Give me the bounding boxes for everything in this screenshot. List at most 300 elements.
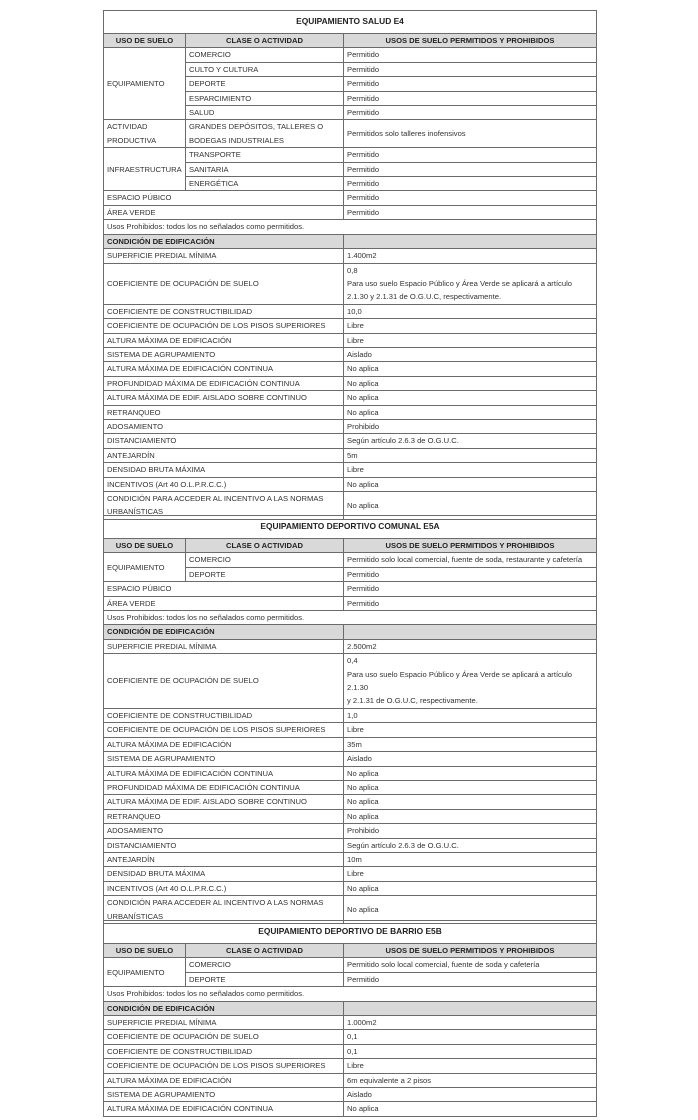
column-header: CLASE O ACTIVIDAD [186, 539, 344, 553]
condition-value [344, 752, 597, 766]
condition-label-line: ADOSAMIENTO [107, 421, 163, 431]
condicion-header-blank [344, 625, 597, 639]
condition-value-line: Libre [347, 465, 364, 475]
table-row [104, 752, 597, 766]
clase-actividad-line: BODEGAS INDUSTRIALES [189, 135, 284, 145]
condition-label-line: ALTURA MÁXIMA DE EDIFICACIÓN CONTINUA [107, 364, 274, 374]
uso-permitido-line: Permitido [347, 50, 380, 60]
condition-value-line: Libre [347, 725, 364, 735]
column-header: USOS DE SUELO PERMITIDOS Y PROHIBIDOS [344, 944, 597, 958]
condition-label [104, 852, 344, 866]
condition-value-line: No aplica [347, 364, 379, 374]
condition-value [344, 1059, 597, 1073]
table-row [104, 639, 597, 653]
clase-actividad-line: TRANSPORTE [189, 150, 241, 160]
table-row [104, 191, 597, 205]
condition-value-line: Para uso suelo Espacio Público y Área Verde se aplicará a artículo 2.1.30 [347, 669, 572, 693]
table-row [104, 553, 597, 567]
condition-label-line: DISTANCIAMIENTO [107, 840, 177, 850]
condition-label-line: SISTEMA DE AGRUPAMIENTO [107, 1090, 216, 1100]
condition-value-line: 10,0 [347, 306, 362, 316]
condition-label [104, 881, 344, 895]
table-row [104, 120, 597, 148]
condition-label-line: COEFICIENTE DE CONSTRUCTIBILIDAD [107, 1046, 253, 1056]
condition-label [104, 1016, 344, 1030]
condition-value [344, 867, 597, 881]
condition-label-line: ALTURA MÁXIMA DE EDIF. AISLADO SOBRE CONTINUO [107, 393, 307, 403]
condition-label-line: DENSIDAD BRUTA MÁXIMA [107, 465, 206, 475]
condition-label-line: COEFICIENTE DE OCUPACIÓN DE LOS PISOS SUPERIORES [107, 725, 326, 735]
condition-value-line: 10m [347, 854, 362, 864]
uso-de-suelo-line: INFRAESTRUCTURA [107, 164, 182, 174]
table-row [104, 838, 597, 852]
condicion-header-blank [344, 1001, 597, 1015]
condition-value [344, 1044, 597, 1058]
condition-label-line: ALTURA MÁXIMA DE EDIFICACIÓN CONTINUA [107, 768, 274, 778]
uso-de-suelo [104, 553, 186, 582]
table-row [104, 1102, 597, 1116]
title-row [104, 921, 597, 944]
condition-label [104, 824, 344, 838]
table-row [104, 958, 597, 972]
uso-de-suelo-line: ESPACIO PÚBICO [107, 193, 172, 203]
condition-label [104, 434, 344, 448]
table-row [104, 881, 597, 895]
condition-label [104, 477, 344, 491]
table-row [104, 766, 597, 780]
condition-value [344, 405, 597, 419]
header-row [104, 944, 597, 958]
condition-value-line: No aplica [347, 797, 379, 807]
condition-label-line: ALTURA MÁXIMA DE EDIF. AISLADO SOBRE CONTINUO [107, 797, 307, 807]
condition-value-line: Para uso suelo Espacio Público y Área Verde se aplicará a artículo [347, 278, 572, 288]
clase-actividad [186, 48, 344, 62]
table-row [104, 1016, 597, 1030]
condition-value [344, 809, 597, 823]
uso-permitido-line: Permitido [347, 179, 380, 189]
table-row [104, 809, 597, 823]
prohibidos-row [104, 611, 597, 625]
clase-actividad [186, 553, 344, 567]
table-row [104, 867, 597, 881]
table-row [104, 434, 597, 448]
condicion-header-blank [344, 234, 597, 248]
condition-label [104, 766, 344, 780]
condition-label-line: ALTURA MÁXIMA DE EDIFICACIÓN [107, 335, 232, 345]
table-row [104, 347, 597, 361]
uso-permitido-line: Permitido solo local comercial, fuente de soda, restaurante y cafetería [347, 555, 583, 565]
clase-actividad-line: COMERCIO [189, 960, 231, 970]
condition-label-line: DENSIDAD BRUTA MÁXIMA [107, 869, 206, 879]
condition-label [104, 867, 344, 881]
clase-actividad [186, 120, 344, 148]
table-title: EQUIPAMIENTO SALUD E4 [104, 11, 597, 34]
condition-value [344, 319, 597, 333]
clase-actividad [186, 106, 344, 120]
header-row [104, 539, 597, 553]
condition-value [344, 376, 597, 390]
condition-label [104, 391, 344, 405]
condicion-header-row [104, 625, 597, 639]
uso-de-suelo-line: ACTIVIDAD [107, 122, 148, 132]
condition-value-line: No aplica [347, 378, 379, 388]
condition-value [344, 391, 597, 405]
condition-value [344, 1073, 597, 1087]
condition-label [104, 639, 344, 653]
table-row [104, 263, 597, 304]
clase-actividad-line: DEPORTE [189, 974, 226, 984]
clase-actividad [186, 958, 344, 972]
table-row [104, 852, 597, 866]
condition-label-line: COEFICIENTE DE OCUPACIÓN DE LOS PISOS SUPERIORES [107, 1061, 326, 1071]
table-row [104, 737, 597, 751]
clase-actividad-line: CULTO Y CULTURA [189, 64, 259, 74]
uso-de-suelo [104, 148, 186, 191]
condition-value-line: 35m [347, 739, 362, 749]
uso-de-suelo-line: ÁREA VERDE [107, 207, 156, 217]
condition-label [104, 780, 344, 794]
condition-label [104, 708, 344, 722]
condition-value [344, 1102, 597, 1116]
table-row [104, 448, 597, 462]
condition-label-line: CONDICIÓN PARA ACCEDER AL INCENTIVO A LAS NORMAS [107, 898, 324, 908]
condition-value-line: No aplica [347, 782, 379, 792]
clase-actividad [186, 162, 344, 176]
condition-value [344, 477, 597, 491]
uso-permitido [344, 77, 597, 91]
condition-value-line: Libre [347, 869, 364, 879]
condition-label-line: SISTEMA DE AGRUPAMIENTO [107, 349, 216, 359]
condition-label [104, 249, 344, 263]
table-title: EQUIPAMIENTO DEPORTIVO DE BARRIO E5B [104, 921, 597, 944]
uso-permitido-line: Permitido [347, 584, 380, 594]
uso-permitido [344, 567, 597, 581]
condition-value-line: Libre [347, 1061, 364, 1071]
condition-value [344, 708, 597, 722]
table-row [104, 795, 597, 809]
condicion-edificacion-header: CONDICIÓN DE EDIFICACIÓN [104, 234, 344, 248]
condition-label [104, 405, 344, 419]
uso-de-suelo-line: ÁREA VERDE [107, 598, 156, 608]
condicion-edificacion-header: CONDICIÓN DE EDIFICACIÓN [104, 1001, 344, 1015]
condition-label [104, 347, 344, 361]
condition-value-line: No aplica [347, 393, 379, 403]
condition-value-line: Libre [347, 321, 364, 331]
table-equipamiento-deportivo-comunal-e5a [103, 515, 597, 924]
usos-prohibidos-note: Usos Prohibidos: todos los no señalados como permitidos. [104, 611, 597, 625]
condition-value-line: 0,4 [347, 656, 358, 666]
clase-actividad [186, 148, 344, 162]
condition-label [104, 1102, 344, 1116]
condition-value-line: No aplica [347, 904, 379, 914]
uso-permitido-line: Permitido [347, 598, 380, 608]
table-equipamiento-deportivo-barrio-e5b [103, 920, 597, 1117]
table-row [104, 824, 597, 838]
condition-value-line: 2.1.30 y 2.1.31 de O.G.U.C, respectivamente. [347, 292, 502, 302]
table-title: EQUIPAMIENTO DEPORTIVO COMUNAL E5A [104, 516, 597, 539]
condition-label [104, 723, 344, 737]
usos-prohibidos-note: Usos Prohibidos: todos los no señalados como permitidos. [104, 987, 597, 1001]
condition-label-line: ANTEJARDÍN [107, 854, 155, 864]
condition-value [344, 654, 597, 709]
uso-permitido [344, 48, 597, 62]
condition-value-line: Aislado [347, 1090, 372, 1100]
clase-actividad-line: SANITARIA [189, 164, 229, 174]
condicion-header-row [104, 234, 597, 248]
condition-label-line: CONDICIÓN PARA ACCEDER AL INCENTIVO A LAS NORMAS [107, 494, 324, 503]
condition-value-line: No aplica [347, 407, 379, 417]
table-row [104, 319, 597, 333]
uso-permitido-line: Permitido [347, 108, 380, 118]
column-header: CLASE O ACTIVIDAD [186, 944, 344, 958]
clase-actividad-line: DEPORTE [189, 569, 226, 579]
condition-value-line: 2.500m2 [347, 641, 377, 651]
table-row [104, 582, 597, 596]
condition-label-line: URBANÍSTICAS [107, 507, 164, 517]
condition-value-line: 1.400m2 [347, 251, 377, 261]
condition-value [344, 1030, 597, 1044]
condition-label-line: SUPERFICIE PREDIAL MÍNIMA [107, 641, 217, 651]
condition-label [104, 1030, 344, 1044]
condition-label-line: SUPERFICIE PREDIAL MÍNIMA [107, 1018, 217, 1028]
uso-permitido [344, 596, 597, 610]
condition-value [344, 723, 597, 737]
title-row [104, 516, 597, 539]
clase-actividad-line: COMERCIO [189, 555, 231, 565]
condition-label-line: COEFICIENTE DE CONSTRUCTIBILIDAD [107, 710, 253, 720]
condition-label-line: RETRANQUEO [107, 407, 161, 417]
table-equipamiento-salud-e4 [103, 10, 597, 520]
condition-value [344, 766, 597, 780]
uso-permitido [344, 177, 597, 191]
uso-permitido [344, 162, 597, 176]
condition-value [344, 852, 597, 866]
condition-label-line: COEFICIENTE DE OCUPACIÓN DE SUELO [107, 278, 259, 288]
table-row [104, 362, 597, 376]
condition-label [104, 752, 344, 766]
condition-label [104, 263, 344, 304]
condition-value-line: No aplica [347, 500, 379, 510]
table-row [104, 1088, 597, 1102]
clase-actividad-line: DEPORTE [189, 79, 226, 89]
condition-label-line: ALTURA MÁXIMA DE EDIFICACIÓN [107, 739, 232, 749]
condition-value-line: Prohibido [347, 826, 380, 836]
uso-de-suelo [104, 120, 186, 148]
table-row [104, 333, 597, 347]
column-header: USOS DE SUELO PERMITIDOS Y PROHIBIDOS [344, 539, 597, 553]
column-header: USOS DE SUELO PERMITIDOS Y PROHIBIDOS [344, 34, 597, 48]
table-row [104, 419, 597, 433]
table-row [104, 723, 597, 737]
clase-actividad [186, 177, 344, 191]
condicion-edificacion-header: CONDICIÓN DE EDIFICACIÓN [104, 625, 344, 639]
condition-label-line: ALTURA MÁXIMA DE EDIFICACIÓN CONTINUA [107, 1104, 274, 1114]
condition-label-line: INCENTIVOS (Art 40 O.L.P.R.C.C.) [107, 479, 227, 489]
condition-value [344, 639, 597, 653]
condition-value [344, 1088, 597, 1102]
condition-value-line: Aislado [347, 349, 372, 359]
uso-de-suelo [104, 596, 344, 610]
condition-label [104, 362, 344, 376]
condition-label-line: SUPERFICIE PREDIAL MÍNIMA [107, 251, 217, 261]
condition-label [104, 319, 344, 333]
condition-label [104, 419, 344, 433]
condition-value-line: No aplica [347, 1104, 379, 1114]
uso-permitido-line: Permitido [347, 193, 380, 203]
condition-value-line: y 2.1.31 de O.G.U.C, respectivamente. [347, 696, 478, 706]
table-row [104, 596, 597, 610]
uso-permitido-line: Permitido [347, 79, 380, 89]
uso-de-suelo-line: EQUIPAMIENTO [107, 79, 165, 89]
uso-de-suelo-line: PRODUCTIVA [107, 135, 157, 145]
condition-value-line: 0,8 [347, 265, 358, 275]
uso-permitido [344, 958, 597, 972]
usos-prohibidos-note: Usos Prohibidos: todos los no señalados como permitidos. [104, 220, 597, 234]
condition-value [344, 347, 597, 361]
condition-value [344, 304, 597, 318]
table-row [104, 148, 597, 162]
uso-permitido-line: Permitido [347, 93, 380, 103]
uso-permitido-line: Permitido [347, 207, 380, 217]
uso-permitido [344, 106, 597, 120]
condition-label-line: ALTURA MÁXIMA DE EDIFICACIÓN [107, 1075, 232, 1085]
condition-label-line: SISTEMA DE AGRUPAMIENTO [107, 754, 216, 764]
condition-label-line: COEFICIENTE DE CONSTRUCTIBILIDAD [107, 306, 253, 316]
condition-value-line: No aplica [347, 883, 379, 893]
uso-de-suelo [104, 582, 344, 596]
clase-actividad [186, 972, 344, 986]
condition-label [104, 737, 344, 751]
condition-label-line: INCENTIVOS (Art 40 O.L.P.R.C.C.) [107, 883, 227, 893]
condition-label-line: ADOSAMIENTO [107, 826, 163, 836]
uso-permitido-line: Permitido [347, 569, 380, 579]
table-row [104, 780, 597, 794]
table-row [104, 463, 597, 477]
condition-label [104, 1044, 344, 1058]
condition-value [344, 249, 597, 263]
condition-value-line: 5m [347, 450, 358, 460]
condition-value-line: 6m equivalente a 2 pisos [347, 1075, 432, 1085]
condition-label-line: RETRANQUEO [107, 811, 161, 821]
uso-permitido [344, 553, 597, 567]
clase-actividad [186, 567, 344, 581]
condition-value-line: No aplica [347, 811, 379, 821]
condition-label [104, 304, 344, 318]
condition-value-line: Prohibido [347, 421, 380, 431]
condition-value [344, 780, 597, 794]
header-row [104, 34, 597, 48]
condition-value-line: 0,1 [347, 1046, 358, 1056]
condicion-header-row [104, 1001, 597, 1015]
column-header: CLASE O ACTIVIDAD [186, 34, 344, 48]
condition-value [344, 737, 597, 751]
table-row [104, 405, 597, 419]
table-row [104, 48, 597, 62]
column-header: USO DE SUELO [104, 944, 186, 958]
uso-de-suelo [104, 205, 344, 219]
uso-permitido [344, 120, 597, 148]
clase-actividad [186, 77, 344, 91]
condition-value [344, 838, 597, 852]
uso-permitido-line: Permitido [347, 150, 380, 160]
condition-value-line: No aplica [347, 768, 379, 778]
table-row [104, 1073, 597, 1087]
condition-value [344, 881, 597, 895]
clase-actividad [186, 91, 344, 105]
table-row [104, 1059, 597, 1073]
uso-permitido [344, 582, 597, 596]
condition-value-line: Según artículo 2.6.3 de O.G.U.C. [347, 436, 459, 446]
condition-value [344, 448, 597, 462]
prohibidos-row [104, 987, 597, 1001]
uso-de-suelo-line: EQUIPAMIENTO [107, 562, 165, 572]
uso-de-suelo [104, 48, 186, 120]
condition-value-line: No aplica [347, 479, 379, 489]
column-header: USO DE SUELO [104, 539, 186, 553]
title-row [104, 11, 597, 34]
uso-permitido-line: Permitido solo local comercial, fuente de soda y cafetería [347, 960, 540, 970]
clase-actividad-line: ESPARCIMIENTO [189, 93, 252, 103]
table-row [104, 654, 597, 709]
condition-value-line: Aislado [347, 754, 372, 764]
condition-label [104, 448, 344, 462]
condition-label [104, 1088, 344, 1102]
condition-label [104, 1073, 344, 1087]
condition-value [344, 795, 597, 809]
table-row [104, 1044, 597, 1058]
condition-value [344, 1016, 597, 1030]
condition-label-line: COEFICIENTE DE OCUPACIÓN DE SUELO [107, 1032, 259, 1042]
uso-permitido [344, 205, 597, 219]
uso-permitido [344, 148, 597, 162]
condition-value [344, 263, 597, 304]
condition-label-line: PROFUNDIDAD MÁXIMA DE EDIFICACIÓN CONTINUA [107, 378, 300, 388]
condition-value [344, 419, 597, 433]
condition-label-line: COEFICIENTE DE OCUPACIÓN DE LOS PISOS SUPERIORES [107, 321, 326, 331]
condition-value [344, 333, 597, 347]
table-row [104, 1030, 597, 1044]
condition-value [344, 434, 597, 448]
clase-actividad [186, 62, 344, 76]
clase-actividad-line: GRANDES DEPÓSITOS, TALLERES O [189, 122, 324, 132]
clase-actividad-line: SALUD [189, 108, 215, 118]
condition-value [344, 362, 597, 376]
clase-actividad-line: ENERGÉTICA [189, 179, 239, 189]
condition-label [104, 333, 344, 347]
condition-label [104, 809, 344, 823]
condition-value [344, 463, 597, 477]
condition-label-line: ANTEJARDÍN [107, 450, 155, 460]
clase-actividad-line: COMERCIO [189, 50, 231, 60]
uso-permitido [344, 91, 597, 105]
table-row [104, 249, 597, 263]
uso-permitido-line: Permitidos solo talleres inofensivos [347, 129, 466, 139]
condition-label-line: COEFICIENTE DE OCUPACIÓN DE SUELO [107, 676, 259, 686]
condition-label [104, 654, 344, 709]
condition-label-line: URBANÍSTICAS [107, 911, 164, 921]
condition-label-line: DISTANCIAMIENTO [107, 436, 177, 446]
uso-permitido-line: Permitido [347, 164, 380, 174]
condition-value-line: Libre [347, 335, 364, 345]
uso-de-suelo-line: ESPACIO PÚBICO [107, 584, 172, 594]
column-header: USO DE SUELO [104, 34, 186, 48]
prohibidos-row [104, 220, 597, 234]
condition-label [104, 376, 344, 390]
uso-permitido-line: Permitido [347, 64, 380, 74]
condition-value-line: 0,1 [347, 1032, 358, 1042]
table-row [104, 391, 597, 405]
table-row [104, 708, 597, 722]
